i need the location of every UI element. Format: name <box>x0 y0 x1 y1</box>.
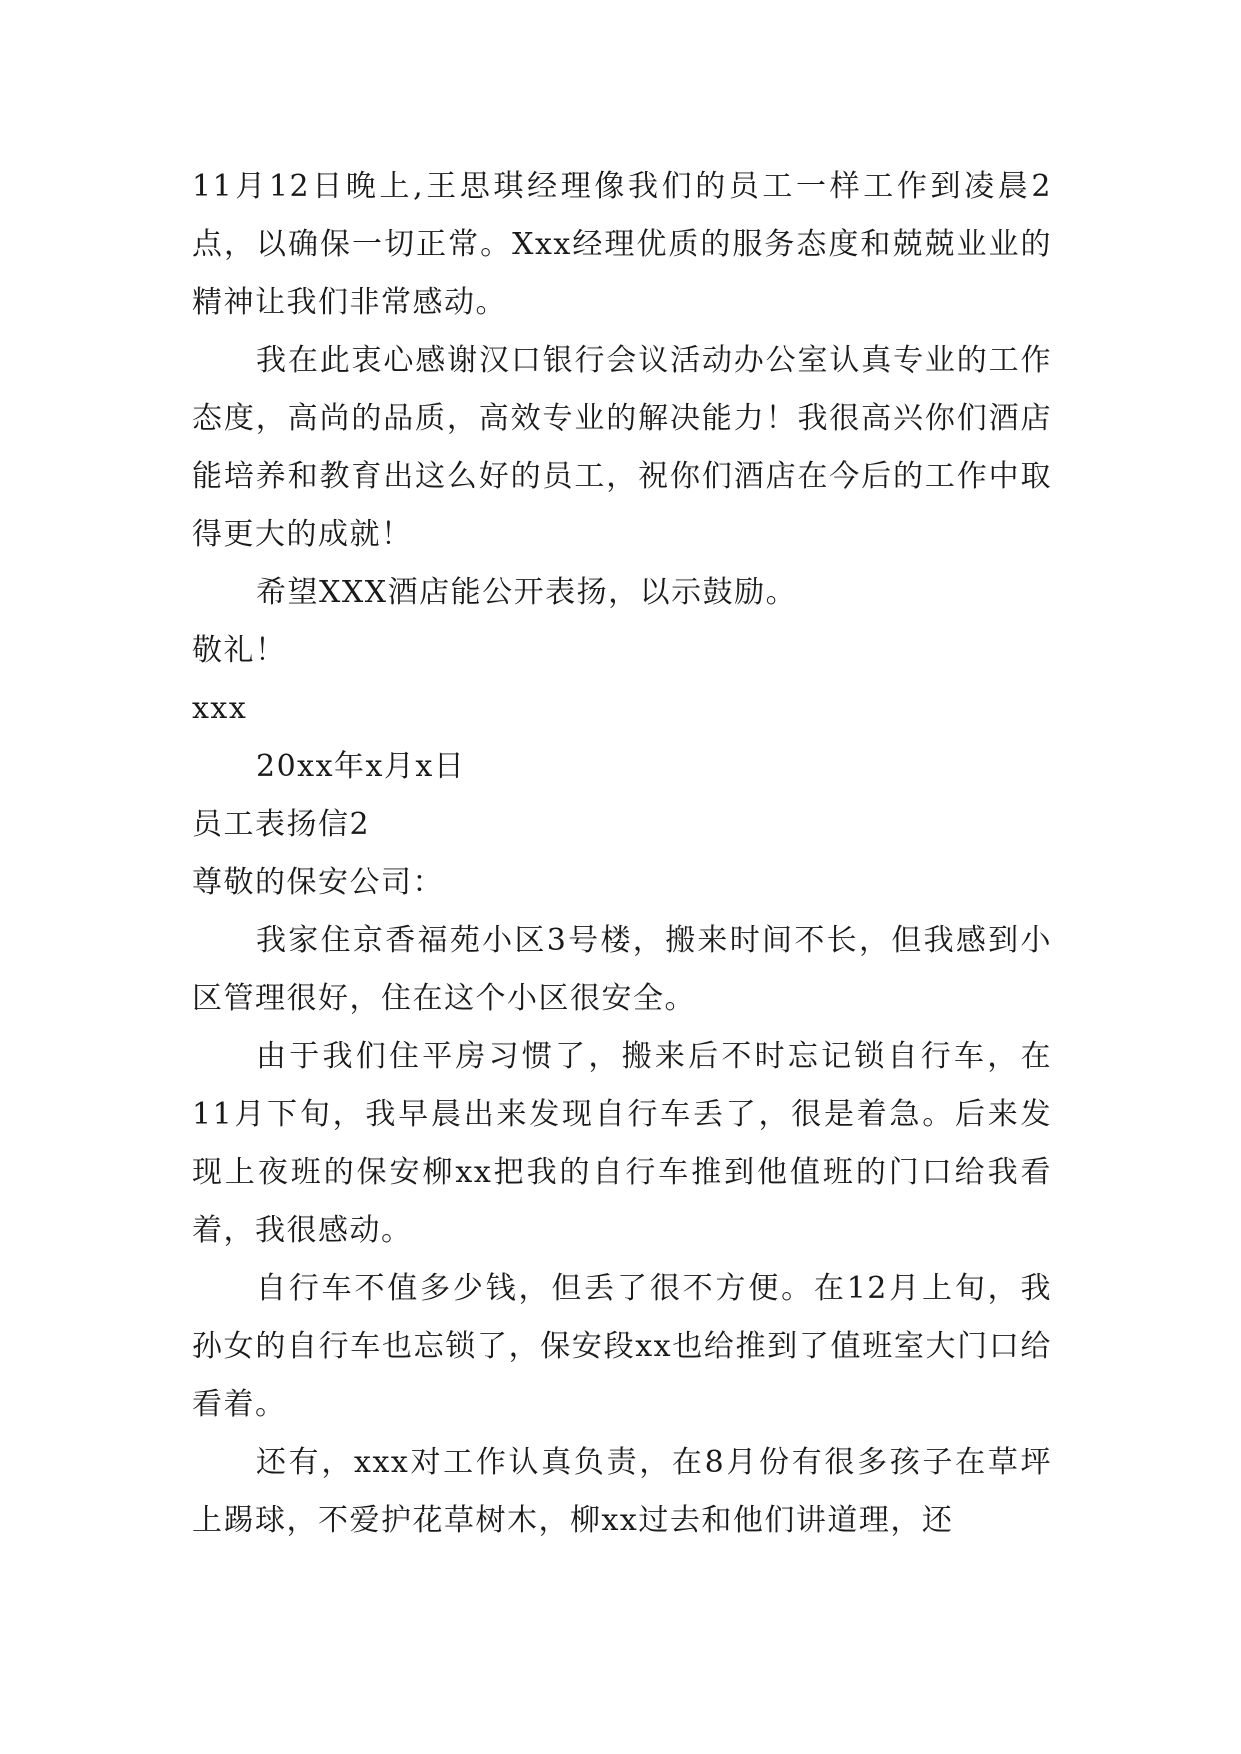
signature-name: xxx <box>192 691 248 726</box>
paragraph-bicycle-granddaughter: 自行车不值多少钱，但丢了很不方便。在12月上旬，我孙女的自行车也忘锁了，保安段xx也给推到了值班室大门口给看着。 <box>192 1271 1052 1422</box>
paragraph-bicycle-lost: 由于我们住平房习惯了，搬来后不时忘记锁自行车，在11月下旬，我早晨出来发现自行车丢了，很是着急。后来发现上夜班的保安柳xx把我的自行车推到他值班的门口给我看着，我很感动。 <box>192 1039 1052 1248</box>
paragraph-first: 11月12日晚上,王思琪经理像我们的员工一样工作到凌晨2点，以确保一切正常。Xxx经理优质的服务态度和兢兢业业的精神让我们非常感动。 <box>192 169 1052 320</box>
document-body <box>192 158 1052 1550</box>
paragraph-thanks: 我在此衷心感谢汉口银行会议活动办公室认真专业的工作态度，高尚的品质，高效专业的解决能力！我很高兴你们酒店能培养和教育出这么好的员工，祝你们酒店在今后的工作中取得更大的成就！ <box>192 343 1052 552</box>
paragraph-residence: 我家住京香福苑小区3号楼，搬来时间不长，但我感到小区管理很好，住在这个小区很安全。 <box>192 923 1052 1016</box>
letter-greeting: 尊敬的保安公司： <box>192 865 444 900</box>
paragraph-responsible: 还有，xxx对工作认真负责，在8月份有很多孩子在草坪上踢球，不爱护花草树木，柳xx过去和他们讲道理，还 <box>192 1445 1052 1538</box>
signature-date: 20xx年x月x日 <box>256 749 466 784</box>
letter-title: 员工表扬信2 <box>192 807 371 842</box>
paragraph-hope: 希望XXX酒店能公开表扬，以示鼓励。 <box>256 575 798 610</box>
salutation-closing: 敬礼！ <box>192 633 287 668</box>
